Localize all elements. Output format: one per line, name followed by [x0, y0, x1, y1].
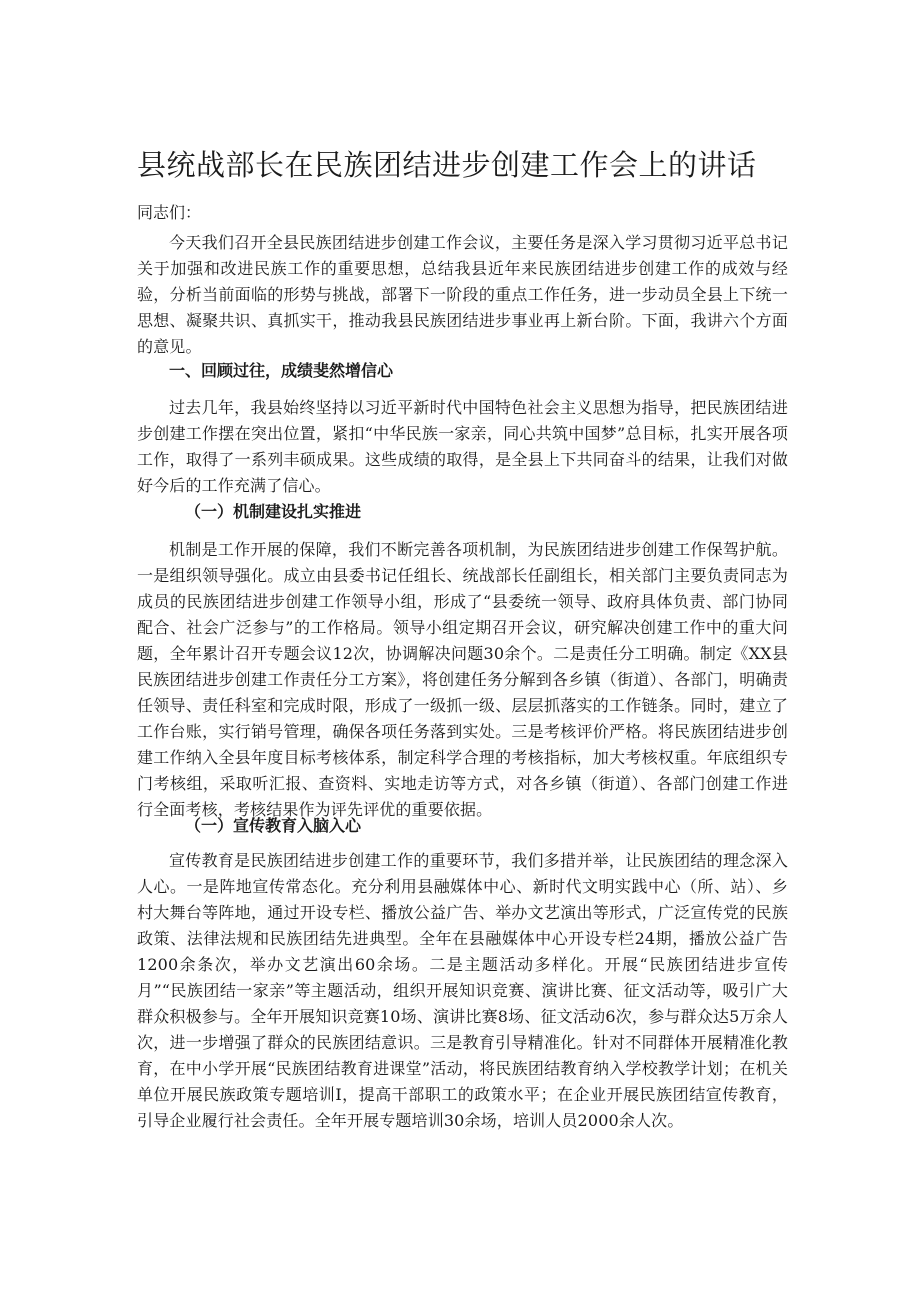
subsection-heading-publicity: （一）宣传教育入脑入心: [185, 816, 362, 835]
subsection-mechanism-paragraph: 机制是工作开展的保障，我们不断完善各项机制，为民族团结进步创建工作保驾护航。一是组织领导强化。成立由县委书记任组长、统战部长任副组长，相关部门主要负责同志为成员的民族团结进步创建工作领导小组，形成了“县委统一领导、政府具体负责、部门协同配合、社会广泛参与”的工作格局。领导小组定期召开会议，研究解决创建工作中的重大问题，全年累计召开专题会议12次，协调解决问题30余个。二是责任分工明确。制定《XX县民族团结进步创建工作责任分工方案》，将创建任务分解到各乡镇（街道）、各部门，明确责任领导、责任科室和完成时限，形成了一级抓一级、层层抓落实的工作链条。同时，建立了工作台账，实行销号管理，确保各项任务落到实处。三是考核评价严格。将民族团结进步创建工作纳入全县年度目标考核体系，制定科学合理的考核指标，加大考核权重。年底组织专门考核组，采取听汇报、查资料、实地走访等方式，对各乡镇（街道）、各部门创建工作进行全面考核，考核结果作为评先评优的重要依据。: [137, 540, 788, 819]
section-1-paragraph: 过去几年，我县始终坚持以习近平新时代中国特色社会主义思想为指导，把民族团结进步创建工作摆在突出位置，紧扣“中华民族一家亲，同心共筑中国梦”总目标，扎实开展各项工作，取得了一系列丰硕成果。这些成绩的取得，是全县上下共同奋斗的结果，让我们对做好今后的工作充满了信心。: [137, 398, 788, 495]
subsection-publicity-paragraph: 宣传教育是民族团结进步创建工作的重要环节，我们多措并举，让民族团结的理念深入人心。一是阵地宣传常态化。充分利用县融媒体中心、新时代文明实践中心（所、站）、乡村大舞台等阵地，通过开设专栏、播放公益广告、举办文艺演出等形式，广泛宣传党的民族政策、法律法规和民族团结先进典型。全年在县融媒体中心开设专栏24期，播放公益广告1200余条次，举办文艺演出60余场。二是主题活动多样化。开展“民族团结进步宣传月”“民族团结一家亲”等主题活动，组织开展知识竞赛、演讲比赛、征文活动等，吸引广大群众积极参与。全年开展知识竞赛10场、演讲比赛8场、征文活动6次，参与群众达5万余人次，进一步增强了群众的民族团结意识。三是教育引导精准化。针对不同群体开展精准化教育，在中小学开展“民族团结教育进课堂”活动，将民族团结教育纳入学校教学计划；在机关单位开展民族政策专题培训Ⅰ，提高干部职工的政策水平；在企业开展民族团结宣传教育，引导企业履行社会责任。全年开展专题培训30余场，培训人员2000余人次。: [137, 851, 788, 1130]
intro-paragraph: 今天我们召开全县民族团结进步创建工作会议，主要任务是深入学习贯彻习近平总书记关于加强和改进民族工作的重要思想，总结我县近年来民族团结进步创建工作的成效与经验，分析当前面临的形势与挑战，部署下一阶段的重点工作任务，进一步动员全县上下统一思想、凝聚共识、真抓实干，推动我县民族团结进步事业再上新台阶。下面，我讲六个方面的意见。: [137, 233, 788, 356]
salutation: 同志们：: [137, 203, 202, 222]
section-heading-1: 一、回顾过往，成绩斐然增信心: [169, 361, 394, 380]
document-title: 县统战部长在民族团结进步创建工作会上的讲话: [137, 148, 757, 182]
subsection-heading-mechanism: （一）机制建设扎实推进: [185, 502, 362, 521]
